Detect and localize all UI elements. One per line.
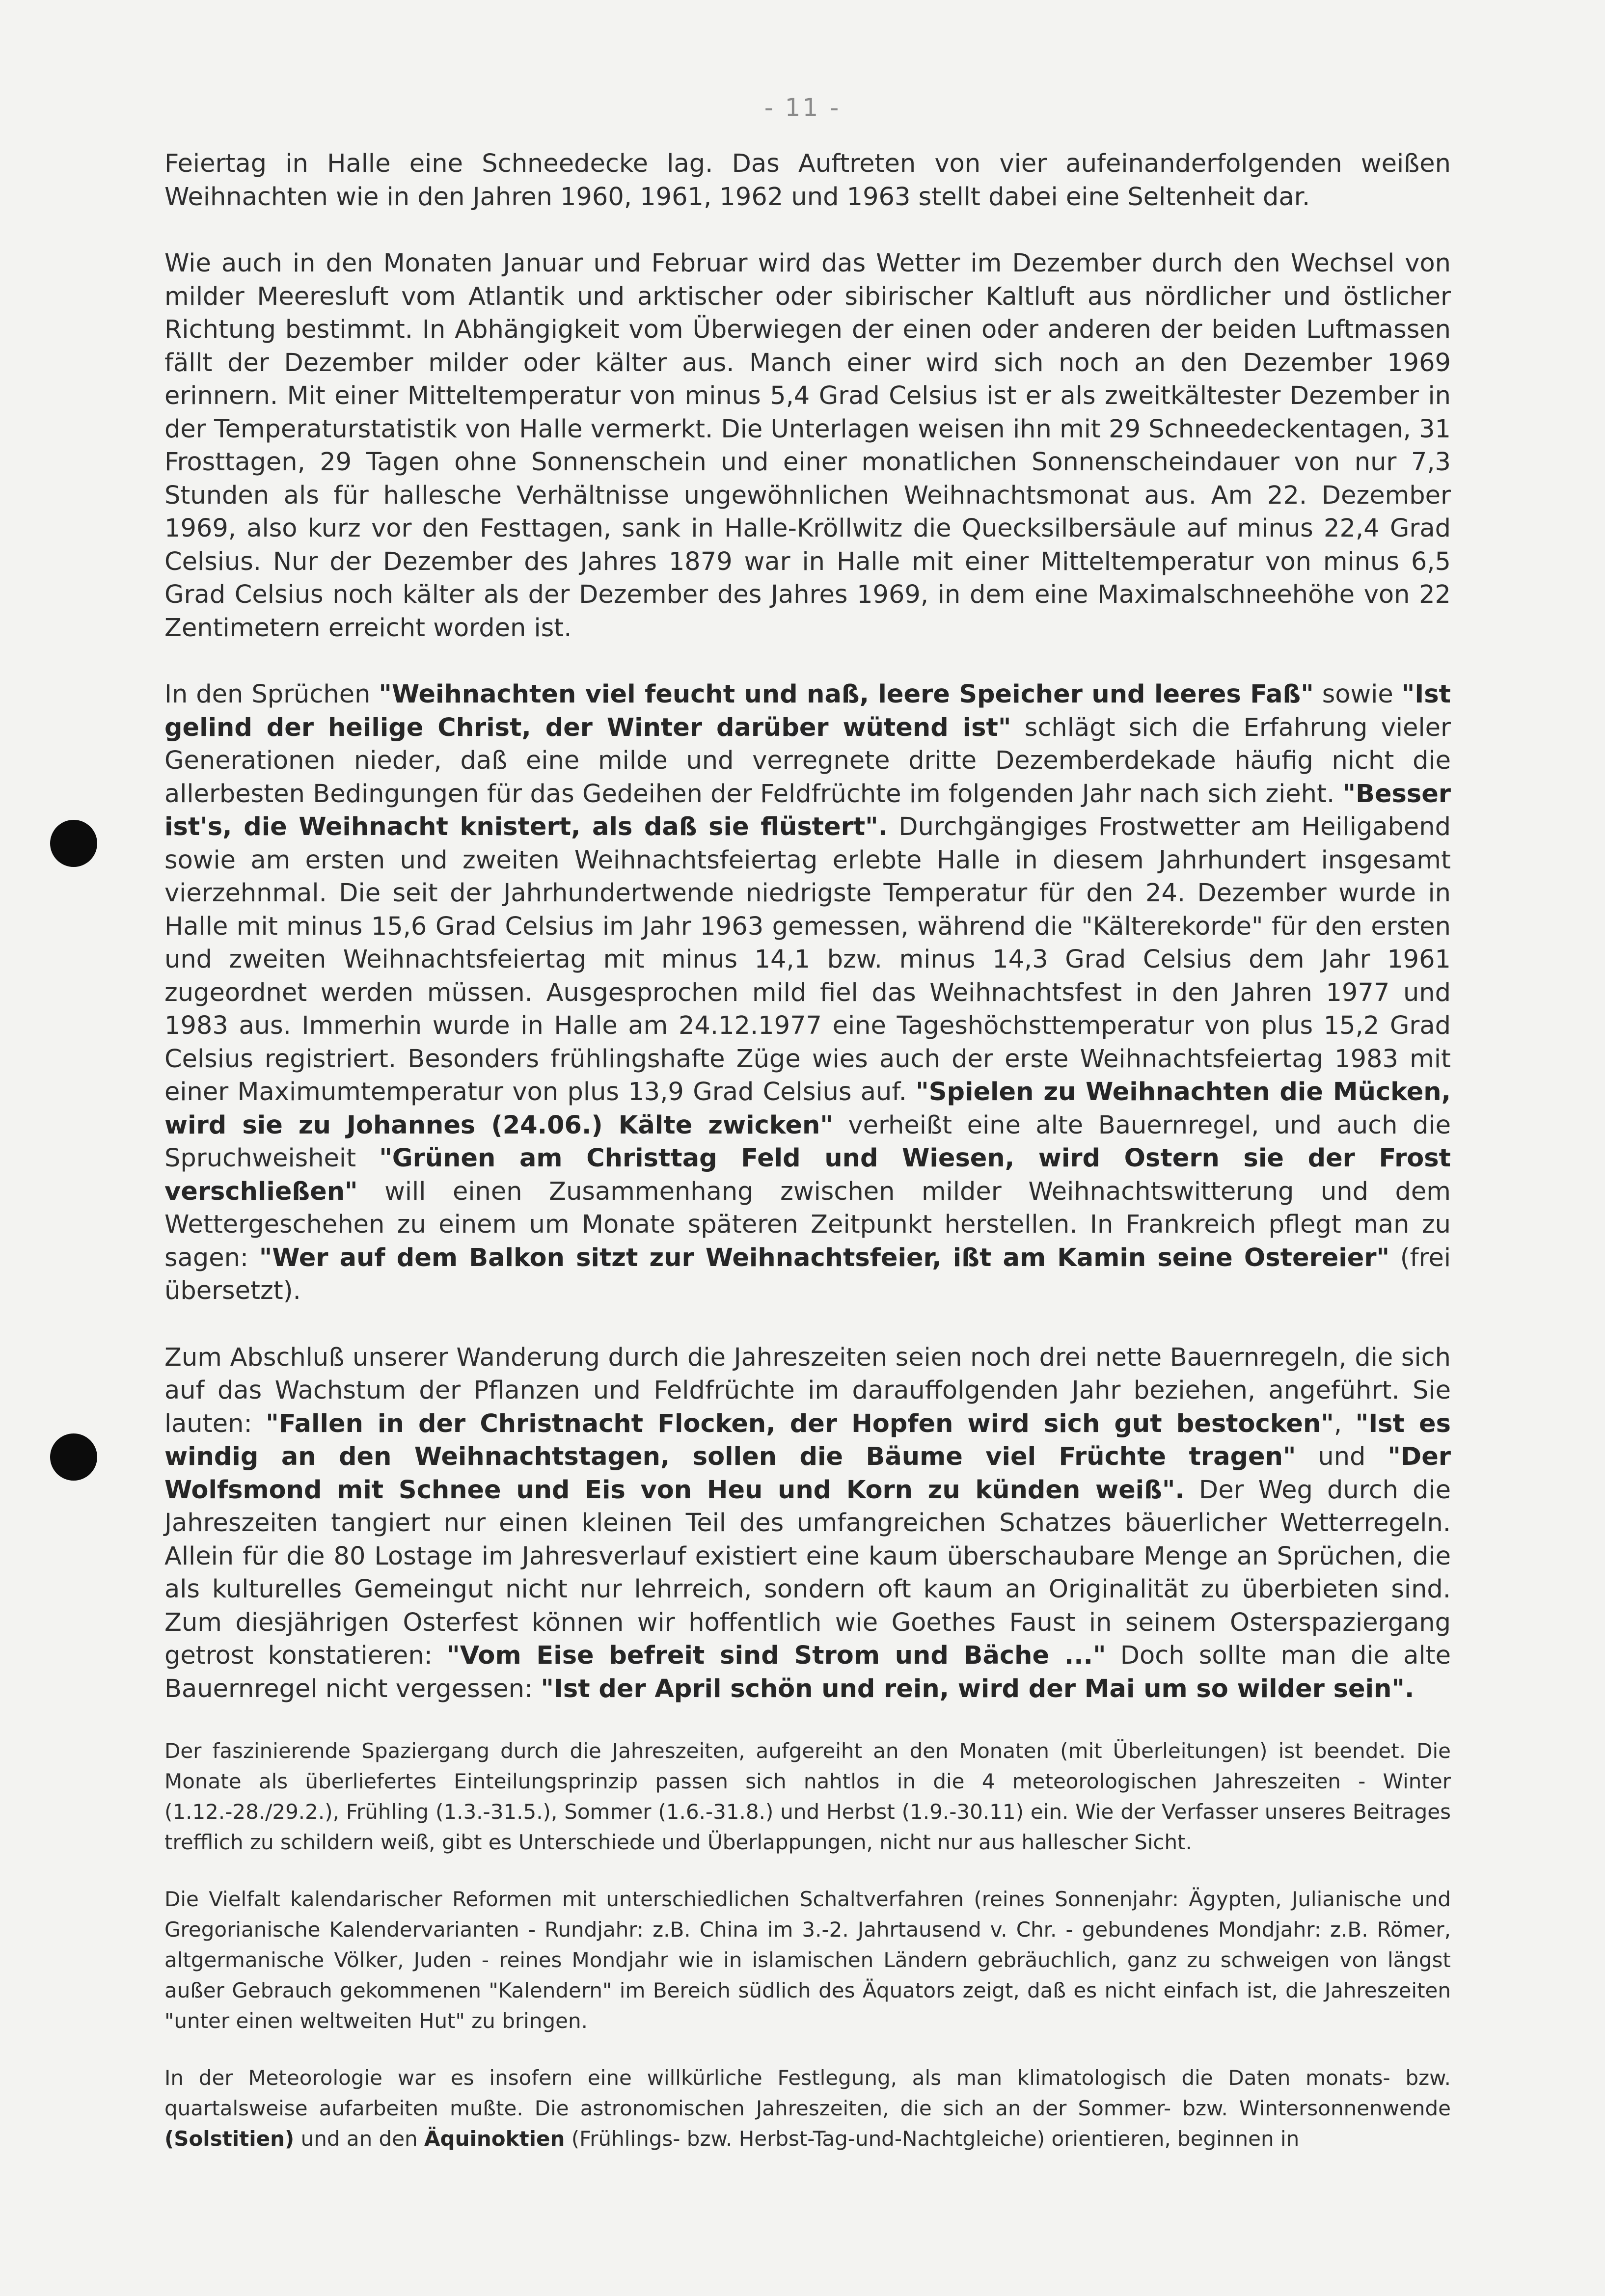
paragraph-7 <box>164 2063 1451 2154</box>
punch-hole-lower <box>50 1433 97 1481</box>
quoted-proverb: "Ist der April schön und rein, wird der Mai um so wilder sein". <box>541 1674 1415 1703</box>
quoted-proverb: "Spielen zu Weihnachten die Mücken, wird sie zu Johannes (24.06.) Kälte zwicken" <box>164 1078 1451 1140</box>
bold-term: (Solstitien) <box>164 2127 295 2151</box>
quoted-proverb: "Weihnachten viel feucht und naß, leere Speicher und leeres Faß" <box>379 680 1314 709</box>
text-run: sowie <box>1313 680 1402 709</box>
quoted-proverb: "Grünen am Christtag Feld und Wiesen, wird Ostern sie der Frost verschließen" <box>164 1144 1451 1206</box>
text-run: will einen Zusammenhang zwischen milder Weihnachtswitterung und dem Wettergeschehen zu einem um Monate späteren Zeitpunkt herstellen. In Frankreich pflegt man zu sagen: <box>164 1177 1451 1272</box>
text-run: In der Meteorologie war es insofern eine willkürliche Festlegung, als man klimatologisch die Daten monats- bzw. quartalsweise aufarbeiten mußte. Die astronomischen Jahreszeiten, die sich an der Sommer- bzw. Wintersonnenwende <box>164 2066 1451 2120</box>
document-body <box>164 147 1451 2154</box>
page-number: - 11 - <box>764 93 841 122</box>
text-run: Durchgängiges Frostwetter am Heiligabend sowie am ersten und zweiten Weihnachtsfeiertag erlebte Halle in diesem Jahrhundert insgesamt vierzehnmal. Die seit der Jahrhundertwende niedrigste Temperatur für den 24. Dezember wurde in Halle mit minus 15,6 Grad Celsius im Jahr 1963 gemessen, während die "Kälterekorde" für den ersten und zweiten Weihnachtsfeiertag mit minus 14,1 bzw. minus 14,3 Grad Celsius dem Jahr 1961 zugeordnet werden müssen. Ausgesprochen mild fiel das Weihnachtsfest in den Jahren 1977 und 1983 aus. Immerhin wurde in Halle am 24.12.1977 eine Tageshöchsttemperatur von plus 15,2 Grad Celsius registriert. Besonders frühlingshafte Züge wies auch der erste Weihnachtsfeiertag 1983 mit einer Maximumtemperatur von plus 13,9 Grad Celsius auf. <box>164 812 1451 1107</box>
quoted-proverb: "Besser ist's, die Weihnacht knistert, als daß sie flüstert". <box>164 779 1451 841</box>
paragraph-5: Der faszinierende Spaziergang durch die Jahreszeiten, aufgereiht an den Monaten (mit Überleitungen) ist beendet. Die Monate als überliefertes Einteilungsprinzip passen sich nahtlos in die 4 meteorologischen Jahreszeiten - Winter (1.12.-28./29.2.), Frühling (1.3.-31.5.), Sommer (1.6.-31.8.) und Herbst (1.9.-30.11) ein. Wie der Verfasser unseres Beitrages trefflich zu schildern weiß, gibt es Unterschiede und Überlappungen, nicht nur aus hallescher Sicht. <box>164 1739 1451 1854</box>
text-run: (Frühlings- bzw. Herbst-Tag-und-Nachtgleiche) orientieren, beginnen in <box>565 2127 1300 2151</box>
text-run: , <box>1333 1409 1356 1438</box>
text-run: verheißt eine alte Bauernregel, und auch die Spruchweisheit <box>164 1110 1451 1173</box>
text-run: Zum Abschluß unserer Wanderung durch die Jahreszeiten seien noch drei nette Bauernregeln, die sich auf das Wachstum der Pflanzen und Feldfrüchte im darauffolgenden Jahr beziehen, angeführt. Sie lauten: <box>164 1343 1451 1438</box>
paragraph-3 <box>164 678 1451 1308</box>
paragraph-1: Feiertag in Halle eine Schneedecke lag. Das Auftreten von vier aufeinanderfolgenden weißen Weihnachten wie in den Jahren 1960, 1961, 1962 und 1963 stellt dabei eine Seltenheit dar. <box>164 149 1451 212</box>
quoted-proverb: "Der Wolfsmond mit Schnee und Eis von Heu und Korn zu künden weiß". <box>164 1442 1451 1505</box>
bold-term: Äquinoktien <box>424 2127 565 2151</box>
text-run: (frei übersetzt). <box>164 1243 1451 1305</box>
text-run: schlägt sich die Erfahrung vieler Generationen nieder, daß eine milde und verregnete dritte Dezemberdekade häufig nicht die allerbesten Bedingungen für das Gedeihen der Feldfrüchte im folgenden Jahr nach sich zieht. <box>164 713 1451 809</box>
punch-hole-upper <box>50 820 97 867</box>
text-run: Der Weg durch die Jahreszeiten tangiert nur einen kleinen Teil des umfangreichen Schatzes bäuerlicher Wetterregeln. Allein für die 80 Lostage im Jahresverlauf existiert eine kaum überschaubare Menge an Sprüchen, die als kulturelles Gemeingut nicht nur lehrreich, sondern oft kaum an Originalität zu überbieten sind. Zum diesjährigen Osterfest können wir hoffentlich wie Goethes Faust in seinem Osterspaziergang getrost konstatieren: <box>164 1475 1451 1670</box>
text-run: und an den <box>294 2127 425 2151</box>
quoted-proverb: "Wer auf dem Balkon sitzt zur Weihnachtsfeier, ißt am Kamin seine Ostereier" <box>259 1243 1390 1272</box>
paragraph-4 <box>164 1341 1451 1706</box>
quoted-proverb: "Ist es windig an den Weihnachtstagen, sollen die Bäume viel Früchte tragen" <box>164 1409 1451 1471</box>
quoted-proverb: "Ist gelind der heilige Christ, der Winter darüber wütend ist" <box>164 680 1451 742</box>
paragraph-2: Wie auch in den Monaten Januar und Februar wird das Wetter im Dezember durch den Wechsel von milder Meeresluft vom Atlantik und arktischer oder sibirischer Kaltluft aus nördlicher und östlicher Richtung bestimmt. In Abhängigkeit vom Überwiegen der einen oder anderen der beiden Luftmassen fällt der Dezember milder oder kälter aus. Manch einer wird sich noch an den Dezember 1969 erinnern. Mit einer Mitteltemperatur von minus 5,4 Grad Celsius ist er als zweitkältester Dezember in der Temperaturstatistik von Halle vermerkt. Die Unterlagen weisen ihn mit 29 Schneedeckentagen, 31 Frosttagen, 29 Tagen ohne Sonnenschein und einer monatlichen Sonnenscheindauer von nur 7,3 Stunden als für hallesche Verhältnisse ungewöhnlichen Weihnachtsmonat aus. Am 22. Dezember 1969, also kurz vor den Festtagen, sank in Halle-Kröllwitz die Quecksilbersäule auf minus 22,4 Grad Celsius. Nur der Dezember des Jahres 1879 war in Halle mit einer Mitteltemperatur von minus 6,5 Grad Celsius noch kälter als der Dezember des Jahres 1969, in dem eine Maximalschneehöhe von 22 Zentimetern erreicht worden ist. <box>164 249 1451 643</box>
quoted-proverb: "Fallen in der Christnacht Flocken, der Hopfen wird sich gut bestocken" <box>266 1409 1334 1438</box>
text-run: Doch sollte man die alte Bauernregel nicht vergessen: <box>164 1641 1451 1703</box>
text-run: und <box>1296 1442 1388 1471</box>
quoted-proverb: "Vom Eise befreit sind Strom und Bäche ..." <box>447 1641 1106 1670</box>
text-run: In den Sprüchen <box>164 680 379 709</box>
paragraph-6: Die Vielfalt kalendarischer Reformen mit unterschiedlichen Schaltverfahren (reines Sonnenjahr: Ägypten, Julianische und Gregorianische Kalendervarianten - Rundjahr: z.B. China im 3.-2. Jahrtausend v. Chr. - gebundenes Mondjahr: z.B. Römer, altgermanische Völker, Juden - reines Mondjahr wie in islamischen Ländern gebräuchlich, ganz zu schweigen von längst außer Gebrauch gekommenen "Kalendern" im Bereich südlich des Äquators zeigt, daß es nicht einfach ist, die Jahreszeiten "unter einen weltweiten Hut" zu bringen. <box>164 1887 1451 2033</box>
